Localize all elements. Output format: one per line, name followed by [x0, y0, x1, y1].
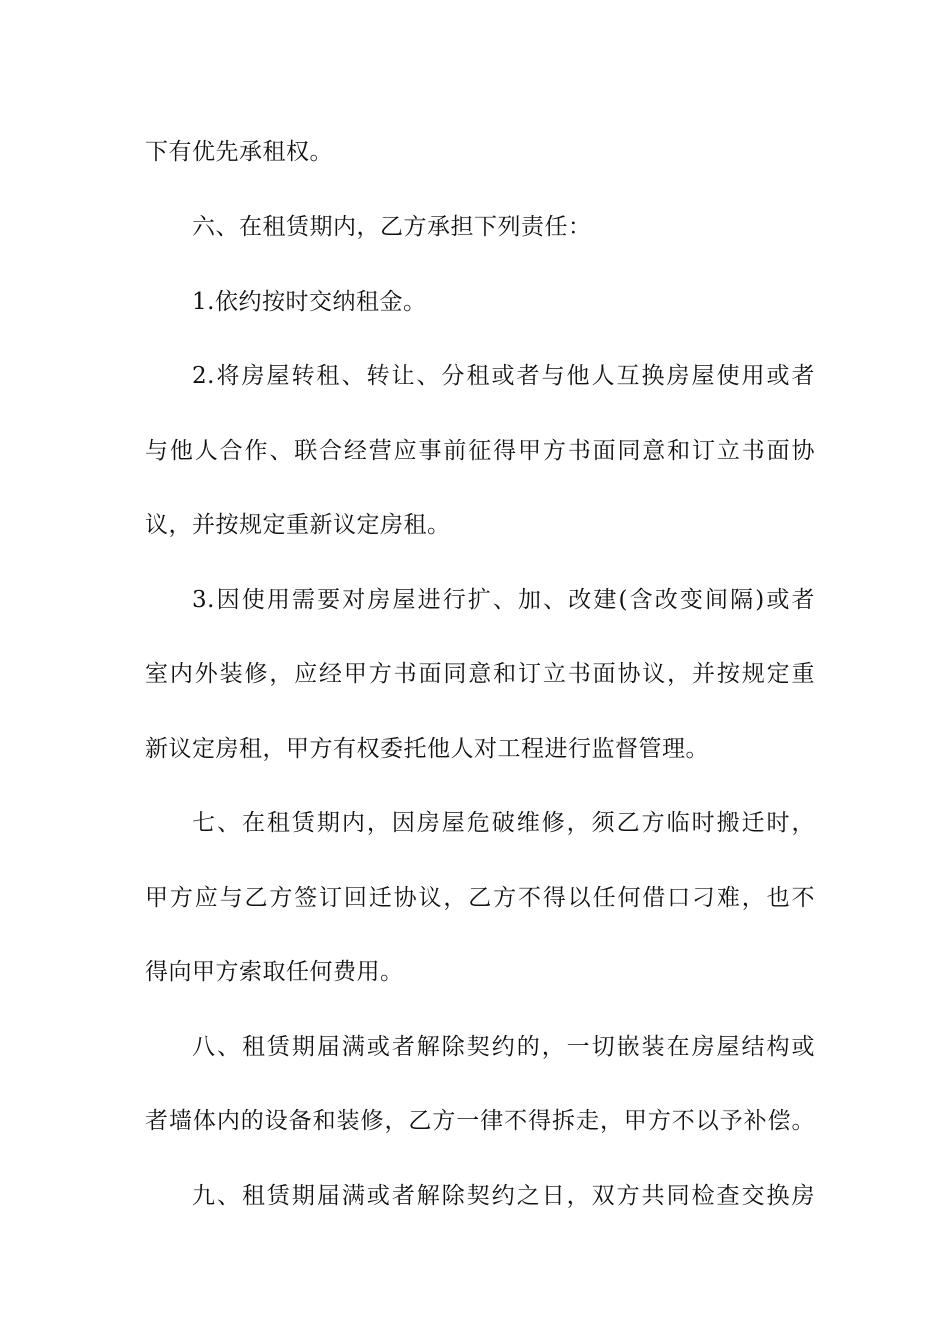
- text-line-9: 新议定房租，甲方有权委托他人对工程进行监督管理。: [145, 736, 709, 762]
- text-line-5: 与他人合作、联合经营应事前征得甲方书面同意和订立书面协: [145, 438, 815, 464]
- text-line-15: 九、租赁期届满或者解除契约之日，双方共同检查交换房: [192, 1183, 815, 1209]
- text-line-3: 1.依约按时交纳租金。: [192, 289, 427, 315]
- text-line-11: 甲方应与乙方签订回迁协议，乙方不得以任何借口刁难，也不: [145, 885, 815, 911]
- text-line-7: 3.因使用需要对房屋进行扩、加、改建(含改变间隔)或者: [192, 587, 815, 613]
- text-line-1: 下有优先承租权。: [145, 139, 333, 165]
- text-line-12: 得向甲方索取任何费用。: [145, 959, 404, 985]
- text-line-10: 七、在租赁期内，因房屋危破维修，须乙方临时搬迁时，: [192, 810, 815, 836]
- text-line-13: 八、租赁期届满或者解除契约的，一切嵌装在房屋结构或: [192, 1034, 815, 1060]
- text-line-4: 2.将房屋转租、转让、分租或者与他人互换房屋使用或者: [192, 363, 815, 389]
- text-line-8: 室内外装修，应经甲方书面同意和订立书面协议，并按规定重: [145, 661, 815, 687]
- text-line-2: 六、在租赁期内，乙方承担下列责任：: [192, 214, 592, 240]
- text-line-6: 议，并按规定重新议定房租。: [145, 512, 451, 538]
- text-line-14: 者墙体内的设备和装修，乙方一律不得拆走，甲方不以予补偿。: [145, 1108, 815, 1134]
